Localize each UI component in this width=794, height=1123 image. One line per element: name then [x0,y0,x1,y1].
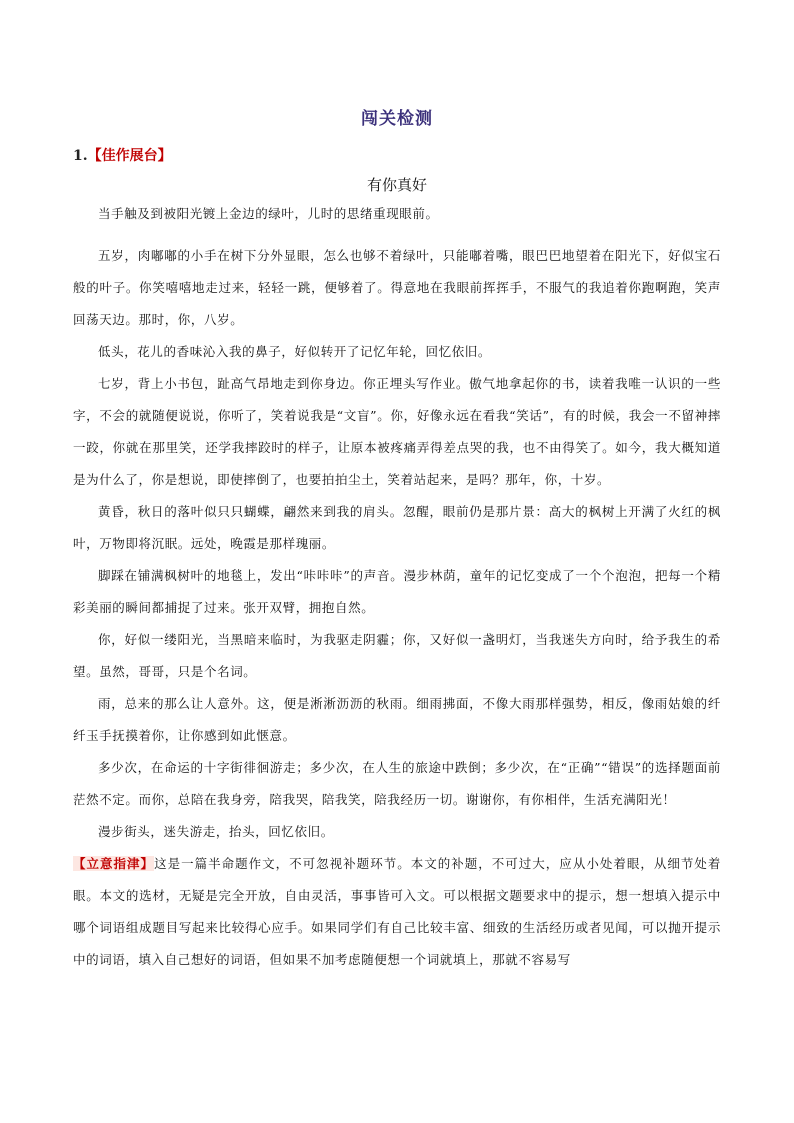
essay-title: 有你真好 [366,176,427,194]
commentary-text: 这是一篇半命题作文，不可忽视补题环节。本文的补题，不可过大，应从小处着眼，从细节处着眼。本文的选材，无疑是完全开放，自由灵活，事事皆可入文。可以根据文题要求中的提示，想一想填入提示中哪个词语组成题目写起来比较得心应手。如果同学们有自己比较丰富、细致的生活经历或者见闻，可以抛开提示中的词语，填入自己想好的词语，但如果不加考虑随便想一个词就填上，那就不容易写 [73,856,722,967]
essay-paragraph: 雨，总来的那么让人意外。这，便是淅淅沥沥的秋雨。细雨拂面，不像大雨那样强势，相反，像雨姑娘的纤纤玉手抚摸着你，让你感到如此惬意。 [73,696,721,743]
question-header [73,145,172,165]
essay-body [73,198,721,976]
commentary-tag: 【立意指津】 [73,856,155,871]
page-title: 闯关检测 [361,109,433,129]
question-tag: 【佳作展台】 [87,148,172,164]
essay-paragraph: 当手触及到被阳光镀上金边的绿叶，儿时的思绪重现眼前。 [98,206,439,221]
essay-paragraph: 七岁，背上小书包，趾高气昂地走到你身边。你正埋头写作业。傲气地拿起你的书，读着我唯一认识的一些字，不会的就随便说说，你听了，笑着说我是“文盲”。你，好像永远在看我“笑话”，有的时候，我会一不留神摔一跤，你就在那里笑，还学我摔跤时的样子，让原本被疼痛弄得差点哭的我，也不由得笑了。如今，我大概知道是为什么了，你是想说，即使摔倒了，也要拍拍尘土，笑着站起来，是吗？那年，你，十岁。 [73,376,721,487]
commentary-paragraph [73,848,721,976]
question-number: 1. [73,148,88,164]
essay-paragraph: 低头，花儿的香味沁入我的鼻子，好似转开了记忆年轮，回忆依旧。 [98,344,492,359]
essay-paragraph: 你，好似一缕阳光，当黑暗来临时，为我驱走阴霾；你，又好似一盏明灯，当我迷失方向时，给予我生的希望。虽然，哥哥，只是个名词。 [73,632,721,679]
essay-paragraph: 多少次，在命运的十字街徘徊游走；多少次，在人生的旅途中跌倒；多少次，在“正确”“错误”的选择题面前茫然不定。而你，总陪在我身旁，陪我哭，陪我笑，陪我经历一切。谢谢你，有你相伴，生活充满阳光！ [73,760,721,807]
essay-paragraph: 漫步街头，迷失游走，抬头，回忆依旧。 [98,824,334,839]
essay-paragraph: 五岁，肉嘟嘟的小手在树下分外显眼，怎么也够不着绿叶，只能嘟着嘴，眼巴巴地望着在阳光下，好似宝石般的叶子。你笑嘻嘻地走过来，轻轻一跳，便够着了。得意地在我眼前挥挥手，不服气的我追着你跑啊跑，笑声回荡天边。那时，你，八岁。 [73,248,721,327]
essay-paragraph: 脚踩在铺满枫树叶的地毯上，发出“咔咔咔”的声音。漫步林荫，童年的记忆变成了一个个泡泡，把每一个精彩美丽的瞬间都捕捉了过来。张开双臂，拥抱自然。 [73,568,721,615]
essay-paragraph: 黄昏，秋日的落叶似只只蝴蝶，翩然来到我的肩头。忽醒，眼前仍是那片景：高大的枫树上开满了火红的枫叶，万物即将沉眠。远处，晚霞是那样瑰丽。 [73,504,721,551]
